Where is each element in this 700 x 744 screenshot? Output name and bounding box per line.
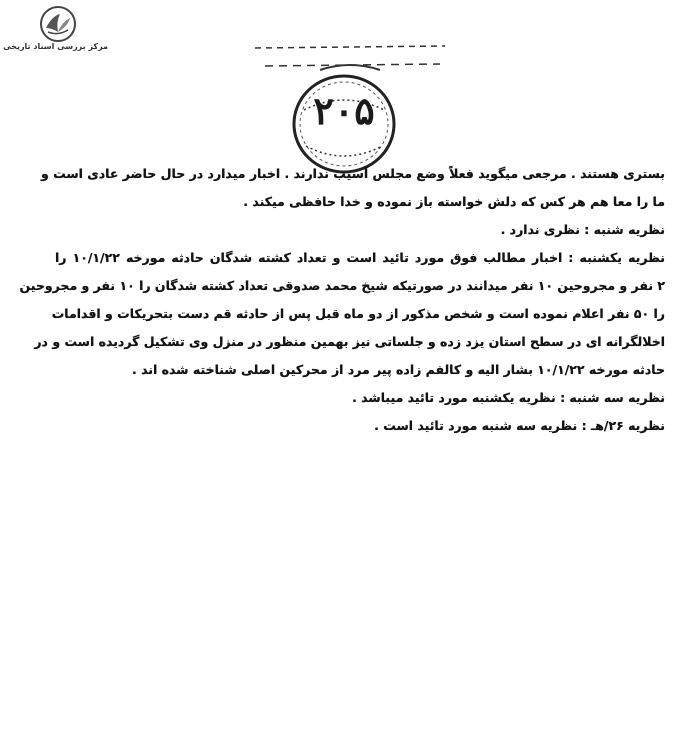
archive-logo xyxy=(3,4,108,56)
doc-line-8: حادثه مورخه ۱۰/۱/۲۲ بشار الیه و کالفم زاده پیر مرد از محرکین اصلی شناخته شده اند . xyxy=(132,362,665,377)
doc-line-1: بستری هستند . مرجعی میگوید فعلاً وضع مجلس آسیب ندارند . اخبار میدارد در حال حاضر عادی است و xyxy=(41,166,665,181)
doc-line-2: ما را معا هم هر کس که دلش خواسته باز نموده و خدا حافظی میکند . xyxy=(243,194,665,209)
logo-text: مرکز بررسی اسناد تاریخی xyxy=(3,42,108,51)
doc-line-9: نظریه سه شنبه : نظریه یکشنبه مورد تائید میباشد . xyxy=(352,390,665,405)
doc-line-10: نظریه ۲۶/هـ : نظریه سه شنبه مورد تائید است . xyxy=(374,418,665,433)
doc-line-6: را ۵۰ نفر اعلام نموده است و شخص مذکور از دو ماه قبل پس از حادثه قم دست بتحریکات و اقدامات xyxy=(51,306,665,321)
document-body xyxy=(19,160,665,440)
doc-line-4: نظریه یکشنبه : اخبار مطالب فوق مورد تائید است و تعداد کشته شدگان حادثه مورخه ۱۰/۱/۲۲ را xyxy=(55,250,665,265)
doc-line-3: نظریه شنبه : نظری ندارد . xyxy=(500,222,665,237)
book-emblem-icon xyxy=(38,4,78,44)
doc-line-5: ۲ نفر و مجروحین ۱۰ نفر میدانند در صورتیکه شیخ محمد صدوقی تعداد کشته شدگان را ۱۰ نفر و مجروحین xyxy=(19,278,665,293)
doc-line-7: اخلالگرانه ای در سطح استان یزد زده و جلساتی نیز بهمین منظور در منزل وی تشکیل گردیده است و در xyxy=(34,334,665,349)
stamp-number: ۲۰۵ xyxy=(313,88,375,133)
